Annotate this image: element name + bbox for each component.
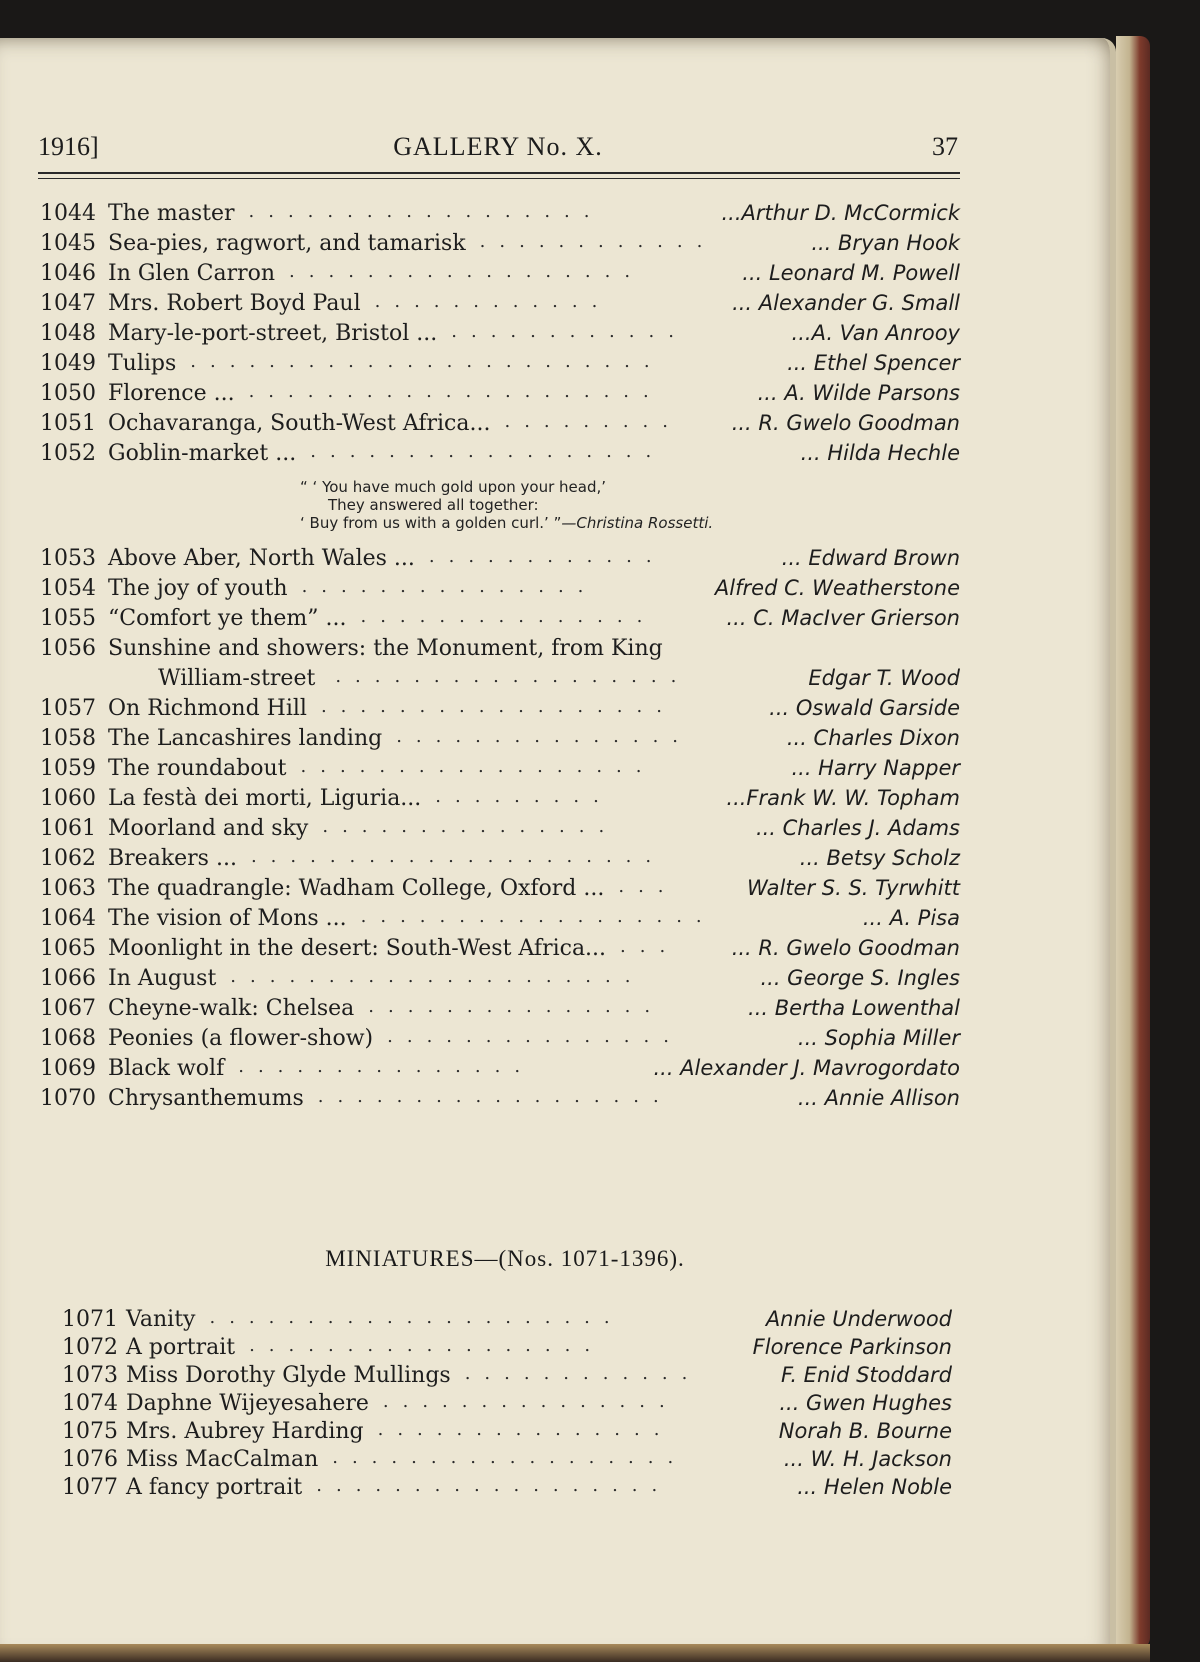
leader-dots: .................. bbox=[320, 696, 676, 717]
leader-dots: ..................... bbox=[209, 1307, 624, 1328]
rossetti-quote bbox=[300, 478, 860, 532]
entry-artist: ... Harry Napper bbox=[791, 756, 960, 780]
leader-dots: ............... bbox=[368, 996, 665, 1017]
miniature-row bbox=[62, 1419, 952, 1449]
entry-title: Tulips bbox=[108, 351, 177, 376]
entry-artist: ... C. MacIver Grierson bbox=[726, 606, 960, 630]
entry-number: 1077 bbox=[62, 1475, 118, 1500]
leader-dots: ............... bbox=[360, 606, 657, 627]
catalogue-row bbox=[40, 576, 960, 606]
entry-artist: ... A. Wilde Parsons bbox=[757, 381, 960, 405]
catalogue-row bbox=[40, 381, 960, 411]
entry-number: 1072 bbox=[62, 1335, 118, 1360]
entry-number: 1067 bbox=[40, 996, 96, 1021]
leader-dots: ............... bbox=[238, 1056, 535, 1077]
catalogue-row bbox=[40, 786, 960, 816]
entry-title: Mrs. Robert Boyd Paul bbox=[108, 291, 361, 316]
miniature-row bbox=[62, 1391, 952, 1421]
leader-dots: ..................... bbox=[248, 381, 663, 402]
entry-artist: Annie Underwood bbox=[765, 1307, 952, 1331]
leader-dots: ......... bbox=[504, 411, 682, 432]
header-rule-thin bbox=[38, 178, 960, 179]
catalogue-row bbox=[40, 411, 960, 441]
quote-citation: —Christina Rossetti. bbox=[561, 514, 714, 532]
leader-dots: ............ bbox=[451, 321, 688, 342]
entry-title: The vision of Mons ... bbox=[108, 906, 347, 931]
catalogue-row bbox=[40, 231, 960, 261]
entry-title: Mary-le-port-street, Bristol ... bbox=[108, 321, 438, 346]
header-gallery-title: GALLERY No. X. bbox=[393, 132, 603, 161]
entry-title: Sea-pies, ragwort, and tamarisk bbox=[108, 231, 466, 256]
entry-number: 1056 bbox=[40, 636, 96, 661]
leader-dots: ............... bbox=[322, 816, 619, 837]
entry-title: Miss Dorothy Glyde Mullings bbox=[126, 1363, 451, 1388]
running-header bbox=[38, 132, 958, 172]
entry-artist: Edgar T. Wood bbox=[808, 666, 960, 690]
catalogue-row bbox=[40, 846, 960, 876]
entry-title: A fancy portrait bbox=[126, 1475, 303, 1500]
entry-title-continuation: William-street bbox=[158, 666, 316, 691]
catalogue-row bbox=[40, 351, 960, 381]
catalogue-row bbox=[40, 726, 960, 756]
entry-title: La festà dei morti, Liguria... bbox=[108, 786, 422, 811]
entry-title: Above Aber, North Wales ... bbox=[108, 546, 415, 571]
entry-number: 1075 bbox=[62, 1419, 118, 1444]
quote-line: ‘ Buy from us with a golden curl.’ ” bbox=[300, 514, 562, 532]
entry-artist: ... Alexander J. Mavrogordato bbox=[653, 1056, 960, 1080]
entry-number: 1047 bbox=[40, 291, 96, 316]
entry-number: 1062 bbox=[40, 846, 96, 871]
catalogue-row bbox=[40, 1086, 960, 1116]
leader-dots: .................. bbox=[317, 1086, 673, 1107]
catalogue-row bbox=[40, 966, 960, 996]
leader-dots: .................. bbox=[248, 201, 604, 222]
entry-number: 1065 bbox=[40, 936, 96, 961]
leader-dots: ............... bbox=[387, 1026, 683, 1047]
entry-artist: ... Bryan Hook bbox=[811, 231, 960, 255]
leader-dots: .................. bbox=[332, 1447, 688, 1468]
entry-artist: Walter S. S. Tyrwhitt bbox=[747, 876, 960, 900]
entry-artist: ...Arthur D. McCormick bbox=[721, 201, 960, 225]
entry-artist: ... W. H. Jackson bbox=[783, 1447, 952, 1471]
entry-title: “Comfort ye them” ... bbox=[108, 606, 347, 631]
entry-number: 1069 bbox=[40, 1056, 96, 1081]
leader-dots: ............... bbox=[377, 1419, 674, 1440]
leader-dots: .................. bbox=[310, 441, 666, 462]
catalogue-row bbox=[40, 1056, 960, 1086]
entry-artist: ... Gwen Hughes bbox=[779, 1391, 952, 1415]
catalogue-row bbox=[40, 636, 960, 666]
leader-dots: .................. bbox=[360, 906, 716, 927]
entry-number: 1045 bbox=[40, 231, 96, 256]
entry-number: 1070 bbox=[40, 1086, 96, 1111]
header-rule bbox=[38, 172, 960, 174]
leader-dots: ........................ bbox=[190, 351, 664, 372]
leader-dots: ............... bbox=[382, 1391, 679, 1412]
quote-line: “ ‘ You have much gold upon your head,’ bbox=[300, 478, 607, 496]
entry-artist: ... Bertha Lowenthal bbox=[748, 996, 960, 1020]
catalogue-row bbox=[40, 291, 960, 321]
entry-artist: ... Annie Allison bbox=[797, 1086, 960, 1110]
book-spine bbox=[1116, 36, 1150, 1648]
entry-artist: ... Edward Brown bbox=[781, 546, 960, 570]
entry-artist: ... Betsy Scholz bbox=[799, 846, 960, 870]
entry-title: Mrs. Aubrey Harding bbox=[126, 1419, 364, 1444]
entry-number: 1060 bbox=[40, 786, 96, 811]
entry-artist: ... R. Gwelo Goodman bbox=[731, 411, 960, 435]
entry-number: 1053 bbox=[40, 546, 96, 571]
leader-dots: .................. bbox=[249, 1335, 605, 1356]
catalogue-row bbox=[40, 816, 960, 846]
entry-title: In Glen Carron bbox=[108, 261, 276, 286]
entry-title: The master bbox=[108, 201, 235, 226]
leader-dots: ............... bbox=[301, 576, 598, 597]
entry-artist: ... Charles Dixon bbox=[786, 726, 960, 750]
entry-number: 1068 bbox=[40, 1026, 96, 1051]
entry-title: Peonies (a flower-show) bbox=[108, 1026, 374, 1051]
entry-title: Ochavaranga, South-West Africa... bbox=[108, 411, 491, 436]
miniature-row bbox=[62, 1307, 952, 1337]
entry-number: 1061 bbox=[40, 816, 96, 841]
entry-number: 1064 bbox=[40, 906, 96, 931]
catalogue-row bbox=[40, 201, 960, 231]
entry-title: Daphne Wijeyesahere bbox=[126, 1391, 369, 1416]
entry-title: The joy of youth bbox=[108, 576, 288, 601]
page-number: 37 bbox=[932, 132, 958, 161]
entry-artist: ... Charles J. Adams bbox=[755, 816, 960, 840]
entry-title: Cheyne-walk: Chelsea bbox=[108, 996, 355, 1021]
catalogue-row bbox=[40, 606, 960, 636]
entry-artist: Norah B. Bourne bbox=[778, 1419, 952, 1443]
leader-dots: .................. bbox=[300, 756, 656, 777]
catalogue-row bbox=[40, 321, 960, 351]
leader-dots: ............ bbox=[428, 546, 666, 567]
catalogue-row bbox=[40, 996, 960, 1026]
miniature-row bbox=[62, 1363, 952, 1393]
miniature-row bbox=[62, 1475, 952, 1505]
catalogue-row bbox=[40, 1026, 960, 1056]
leader-dots: .................. bbox=[289, 261, 645, 282]
leader-dots: ... bbox=[618, 876, 678, 897]
entry-number: 1052 bbox=[40, 441, 96, 466]
entry-title: Black wolf bbox=[108, 1056, 225, 1081]
entry-artist: ... George S. Ingles bbox=[760, 966, 960, 990]
header-year: 1916] bbox=[38, 132, 99, 161]
leader-dots: ..................... bbox=[230, 966, 645, 987]
entry-title: Moonlight in the desert: South-West Africa... bbox=[108, 936, 607, 961]
entry-number: 1054 bbox=[40, 576, 96, 601]
entry-title: On Richmond Hill bbox=[108, 696, 307, 721]
entry-title: Goblin-market ... bbox=[108, 441, 297, 466]
entry-title: The Lancashires landing bbox=[108, 726, 383, 751]
leader-dots: ... bbox=[620, 936, 680, 957]
entry-artist: ...Frank W. W. Topham bbox=[726, 786, 960, 810]
entry-artist: ... Sophia Miller bbox=[797, 1026, 960, 1050]
entry-artist: ... A. Pisa bbox=[862, 906, 960, 930]
entry-artist: ... Oswald Garside bbox=[769, 696, 960, 720]
entry-number: 1044 bbox=[40, 201, 96, 226]
catalogue-row bbox=[40, 696, 960, 726]
entry-number: 1073 bbox=[62, 1363, 118, 1388]
leader-dots: ..................... bbox=[250, 846, 666, 867]
entry-artist: Alfred C. Weatherstone bbox=[714, 576, 960, 600]
entry-title: A portrait bbox=[126, 1335, 236, 1360]
entry-number: 1055 bbox=[40, 606, 96, 631]
entry-title: The roundabout bbox=[108, 756, 287, 781]
entry-title: Vanity bbox=[126, 1307, 196, 1332]
entry-number: 1076 bbox=[62, 1447, 118, 1472]
entry-artist: F. Enid Stoddard bbox=[780, 1363, 952, 1387]
entry-artist: Florence Parkinson bbox=[752, 1335, 952, 1359]
quote-line: They answered all together: bbox=[328, 496, 539, 514]
page-bottom-edge bbox=[0, 1644, 1150, 1662]
catalogue-row bbox=[40, 876, 960, 906]
entry-artist: ... Leonard M. Powell bbox=[742, 261, 960, 285]
catalogue-row bbox=[40, 756, 960, 786]
entry-artist: ... R. Gwelo Goodman bbox=[731, 936, 960, 960]
entry-number: 1051 bbox=[40, 411, 96, 436]
entry-title: Breakers ... bbox=[108, 846, 237, 871]
miniatures-heading: MINIATURES—(Nos. 1071-1396). bbox=[325, 1246, 685, 1271]
entry-number: 1049 bbox=[40, 351, 96, 376]
entry-number: 1057 bbox=[40, 696, 96, 721]
catalogue-row bbox=[40, 261, 960, 291]
catalogue-row bbox=[40, 936, 960, 966]
miniature-row bbox=[62, 1447, 952, 1477]
catalogue-row-continuation bbox=[40, 666, 960, 696]
entry-number: 1066 bbox=[40, 966, 96, 991]
leader-dots: .................. bbox=[335, 666, 691, 687]
entry-artist: ... Ethel Spencer bbox=[787, 351, 960, 375]
entry-title: Sunshine and showers: the Monument, from King bbox=[108, 636, 663, 661]
entry-artist: ... Hilda Hechle bbox=[800, 441, 960, 465]
catalogue-row bbox=[40, 546, 960, 576]
entry-artist: ... Alexander G. Small bbox=[732, 291, 960, 315]
entry-number: 1046 bbox=[40, 261, 96, 286]
entry-artist: ...A. Van Anrooy bbox=[791, 321, 960, 345]
entry-title: In August bbox=[108, 966, 217, 991]
catalogue-row bbox=[40, 441, 960, 471]
leader-dots: ............ bbox=[479, 231, 717, 252]
leader-dots: ............ bbox=[374, 291, 612, 312]
entry-title: Chrysanthemums bbox=[108, 1086, 304, 1111]
entry-number: 1058 bbox=[40, 726, 96, 751]
entry-title: Florence ... bbox=[108, 381, 235, 406]
entry-number: 1048 bbox=[40, 321, 96, 346]
entry-artist: ... Helen Noble bbox=[797, 1475, 952, 1499]
entry-number: 1074 bbox=[62, 1391, 118, 1416]
leader-dots: .................. bbox=[316, 1475, 672, 1496]
catalogue-row bbox=[40, 906, 960, 936]
miniature-row bbox=[62, 1335, 952, 1365]
entry-number: 1071 bbox=[62, 1307, 118, 1332]
quote-line-with-citation bbox=[300, 514, 860, 532]
leader-dots: ......... bbox=[435, 786, 613, 807]
leader-dots: ............ bbox=[464, 1363, 702, 1384]
entry-title: Miss MacCalman bbox=[126, 1447, 319, 1472]
entry-title: The quadrangle: Wadham College, Oxford ... bbox=[108, 876, 605, 901]
entry-title: Moorland and sky bbox=[108, 816, 309, 841]
entry-number: 1059 bbox=[40, 756, 96, 781]
entry-number: 1063 bbox=[40, 876, 96, 901]
leader-dots: ............... bbox=[396, 726, 693, 747]
entry-number: 1050 bbox=[40, 381, 96, 406]
